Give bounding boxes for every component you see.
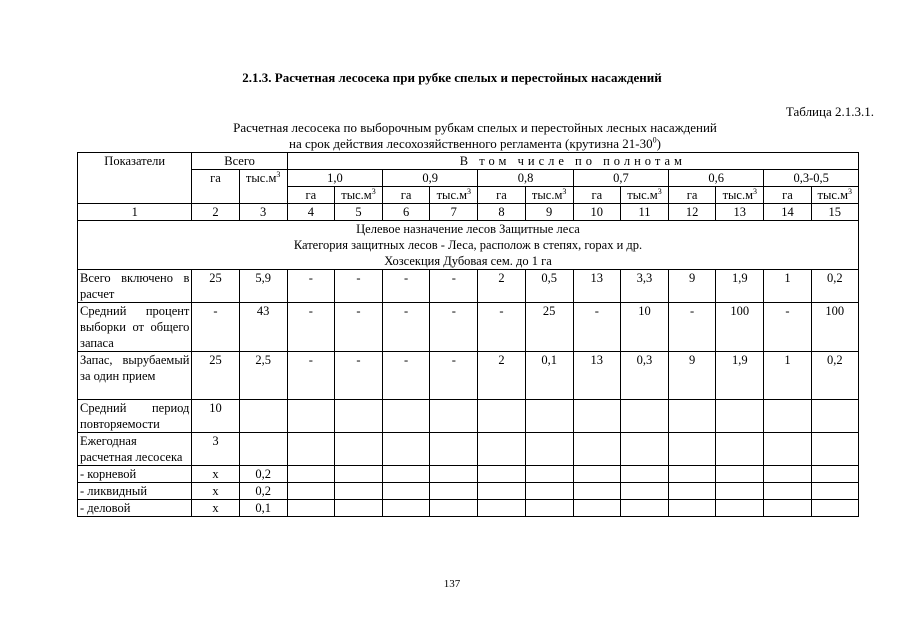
table-cell	[669, 483, 716, 500]
table-cell	[764, 433, 811, 466]
column-number: 1	[78, 204, 192, 221]
table-cell	[573, 483, 620, 500]
row-label: Средний процент выборки от общего запаса	[78, 303, 192, 352]
row-label: - корневой	[78, 466, 192, 483]
header-density-volume: $тыс.м^3$	[811, 187, 858, 204]
table-cell: -	[383, 270, 430, 303]
table-cell	[669, 433, 716, 466]
table-cell	[287, 483, 334, 500]
table-cell: -	[430, 352, 478, 400]
table-cell	[669, 500, 716, 517]
table-cell	[239, 400, 287, 433]
table-cell	[764, 466, 811, 483]
row-label: Ежегодная расчетная лесосека	[78, 433, 192, 466]
table-cell: 25	[192, 270, 239, 303]
table-cell: 2	[478, 352, 525, 400]
table-cell	[573, 466, 620, 483]
table-cell: 0,3	[620, 352, 668, 400]
table-cell: 1	[764, 352, 811, 400]
table-cell	[620, 433, 668, 466]
table-cell: 0,1	[239, 500, 287, 517]
table-cell	[430, 466, 478, 483]
table-cell	[383, 483, 430, 500]
table-cell: 3	[192, 433, 239, 466]
table-cell: -	[430, 270, 478, 303]
table-cell	[811, 500, 858, 517]
section-purpose: Целевое назначение лесов Защитные леса	[356, 222, 580, 236]
header-density-ha: га	[383, 187, 430, 204]
header-density: 0,3-0,5	[764, 170, 859, 187]
table-row	[78, 303, 859, 352]
table-cell	[716, 483, 764, 500]
header-density: 0,8	[478, 170, 573, 187]
table-cell: 0,2	[811, 352, 858, 400]
table-cell: -	[669, 303, 716, 352]
table-cell	[430, 483, 478, 500]
header-density-ha: га	[573, 187, 620, 204]
table-cell: х	[192, 483, 239, 500]
column-number: 13	[716, 204, 764, 221]
column-number: 11	[620, 204, 668, 221]
table-cell	[620, 466, 668, 483]
table-cell: -	[334, 352, 382, 400]
table-cell	[430, 400, 478, 433]
column-number: 9	[525, 204, 573, 221]
table-cell	[669, 400, 716, 433]
section-description	[78, 221, 859, 270]
table-cell: -	[430, 303, 478, 352]
column-number: 5	[334, 204, 382, 221]
table-cell	[811, 466, 858, 483]
table-cell: 2	[478, 270, 525, 303]
header-total-volume: $тыс.м^3$	[239, 170, 287, 204]
table-cell	[334, 400, 382, 433]
table-cell: 25	[525, 303, 573, 352]
header-indicators: Показатели	[78, 153, 192, 204]
header-density: 0,9	[383, 170, 478, 187]
section-heading: 2.1.3. Расчетная лесосека при рубке спелых и перестойных насаждений	[242, 70, 662, 85]
table-cell	[620, 500, 668, 517]
header-row-2	[78, 170, 859, 187]
column-number: 8	[478, 204, 525, 221]
header-total: Всего	[192, 153, 287, 170]
header-density-ha: га	[287, 187, 334, 204]
table-cell: 10	[192, 400, 239, 433]
table-cell: 0,5	[525, 270, 573, 303]
table-cell	[287, 400, 334, 433]
table-cell	[764, 483, 811, 500]
table-cell: 9	[669, 270, 716, 303]
page-number: 137	[443, 578, 461, 590]
table-cell: 13	[573, 352, 620, 400]
table-cell	[525, 483, 573, 500]
section-row	[78, 221, 859, 270]
header-total-ha: га	[192, 170, 239, 204]
table-cell	[383, 400, 430, 433]
table-cell: 10	[620, 303, 668, 352]
column-number-row	[78, 204, 859, 221]
header-including: В том числе по полнотам	[287, 153, 858, 170]
column-number: 14	[764, 204, 811, 221]
table-cell: 5,9	[239, 270, 287, 303]
column-number: 4	[287, 204, 334, 221]
table-cell	[620, 483, 668, 500]
table-cell	[478, 483, 525, 500]
table-cell	[525, 500, 573, 517]
column-number: 2	[192, 204, 239, 221]
table-cell	[287, 466, 334, 483]
row-label: Всего включено в расчет	[78, 270, 192, 303]
caption-line-2: на срок действия лесохозяйственного регламента (крутизна $21-30^0$)	[289, 135, 661, 151]
table-cell	[620, 400, 668, 433]
table-cell	[478, 400, 525, 433]
header-density-volume: $тыс.м^3$	[620, 187, 668, 204]
table-row	[78, 352, 859, 400]
table-cell	[383, 433, 430, 466]
table-cell: -	[287, 303, 334, 352]
table-cell: 0,1	[525, 352, 573, 400]
table-cell: 0,2	[239, 483, 287, 500]
table-cell: -	[334, 303, 382, 352]
table-cell	[478, 433, 525, 466]
header-density: 0,6	[669, 170, 764, 187]
header-density-ha: га	[764, 187, 811, 204]
header-density-ha: га	[669, 187, 716, 204]
table-cell: 13	[573, 270, 620, 303]
table-cell: 0,2	[239, 466, 287, 483]
header-density-volume: $тыс.м^3$	[334, 187, 382, 204]
table-cell	[334, 483, 382, 500]
table-number: Таблица 2.1.3.1.	[785, 104, 874, 119]
table-cell	[525, 433, 573, 466]
column-number: 12	[669, 204, 716, 221]
row-label: - ликвидный	[78, 483, 192, 500]
table-cell: 1,9	[716, 352, 764, 400]
table-caption	[0, 120, 904, 152]
table-cell	[811, 483, 858, 500]
table-cell: -	[192, 303, 239, 352]
header-density-volume: $тыс.м^3$	[430, 187, 478, 204]
table-cell	[716, 500, 764, 517]
column-number: 15	[811, 204, 858, 221]
table-cell	[716, 466, 764, 483]
table-cell: -	[573, 303, 620, 352]
table-cell	[430, 500, 478, 517]
harvest-table	[77, 152, 859, 517]
table-cell	[239, 433, 287, 466]
table-cell	[525, 400, 573, 433]
table-cell	[573, 433, 620, 466]
table-cell	[811, 400, 858, 433]
table-cell: 3,3	[620, 270, 668, 303]
table-cell: -	[764, 303, 811, 352]
table-cell: 1,9	[716, 270, 764, 303]
table-row	[78, 433, 859, 466]
table-cell	[334, 500, 382, 517]
table-cell	[573, 500, 620, 517]
row-label: - деловой	[78, 500, 192, 517]
table-cell	[525, 466, 573, 483]
table-cell: 25	[192, 352, 239, 400]
table-cell	[334, 466, 382, 483]
table-cell	[383, 466, 430, 483]
table-cell	[764, 400, 811, 433]
table-row	[78, 270, 859, 303]
row-label: Запас, вырубаемый за один прием	[78, 352, 192, 400]
table-cell	[478, 500, 525, 517]
header-density-ha: га	[478, 187, 525, 204]
table-cell	[811, 433, 858, 466]
table-cell	[334, 433, 382, 466]
table-cell: -	[383, 352, 430, 400]
table-cell	[287, 500, 334, 517]
table-cell	[287, 433, 334, 466]
table-cell: 43	[239, 303, 287, 352]
column-number: 10	[573, 204, 620, 221]
header-density: 0,7	[573, 170, 668, 187]
table-cell	[669, 466, 716, 483]
table-cell: 0,2	[811, 270, 858, 303]
table-row	[78, 500, 859, 517]
table-cell: 9	[669, 352, 716, 400]
table-row	[78, 466, 859, 483]
table-cell	[716, 433, 764, 466]
table-cell: 2,5	[239, 352, 287, 400]
table-cell	[383, 500, 430, 517]
table-cell	[478, 466, 525, 483]
table-cell	[430, 433, 478, 466]
table-cell: 100	[716, 303, 764, 352]
table-cell: -	[287, 270, 334, 303]
header-row-1	[78, 153, 859, 170]
section-household: Хозсекция Дубовая сем. до 1 га	[384, 254, 552, 268]
table-cell	[573, 400, 620, 433]
table-row	[78, 483, 859, 500]
table-cell: -	[287, 352, 334, 400]
section-category: Категория защитных лесов - Леса, располож в степях, горах и др.	[293, 238, 643, 252]
header-density: 1,0	[287, 170, 382, 187]
column-number: 3	[239, 204, 287, 221]
table-row	[78, 400, 859, 433]
column-number: 6	[383, 204, 430, 221]
table-cell: 1	[764, 270, 811, 303]
header-density-volume: $тыс.м^3$	[525, 187, 573, 204]
table-cell: -	[383, 303, 430, 352]
table-cell: х	[192, 466, 239, 483]
table-cell: -	[478, 303, 525, 352]
table-cell	[764, 500, 811, 517]
table-cell: -	[334, 270, 382, 303]
row-label: Средний период повторяемости	[78, 400, 192, 433]
table-cell: х	[192, 500, 239, 517]
header-density-volume: $тыс.м^3$	[716, 187, 764, 204]
column-number: 7	[430, 204, 478, 221]
table-cell	[716, 400, 764, 433]
table-cell: 100	[811, 303, 858, 352]
caption-line-1: Расчетная лесосека по выборочным рубкам спелых и перестойных лесных насаждений	[233, 120, 717, 135]
